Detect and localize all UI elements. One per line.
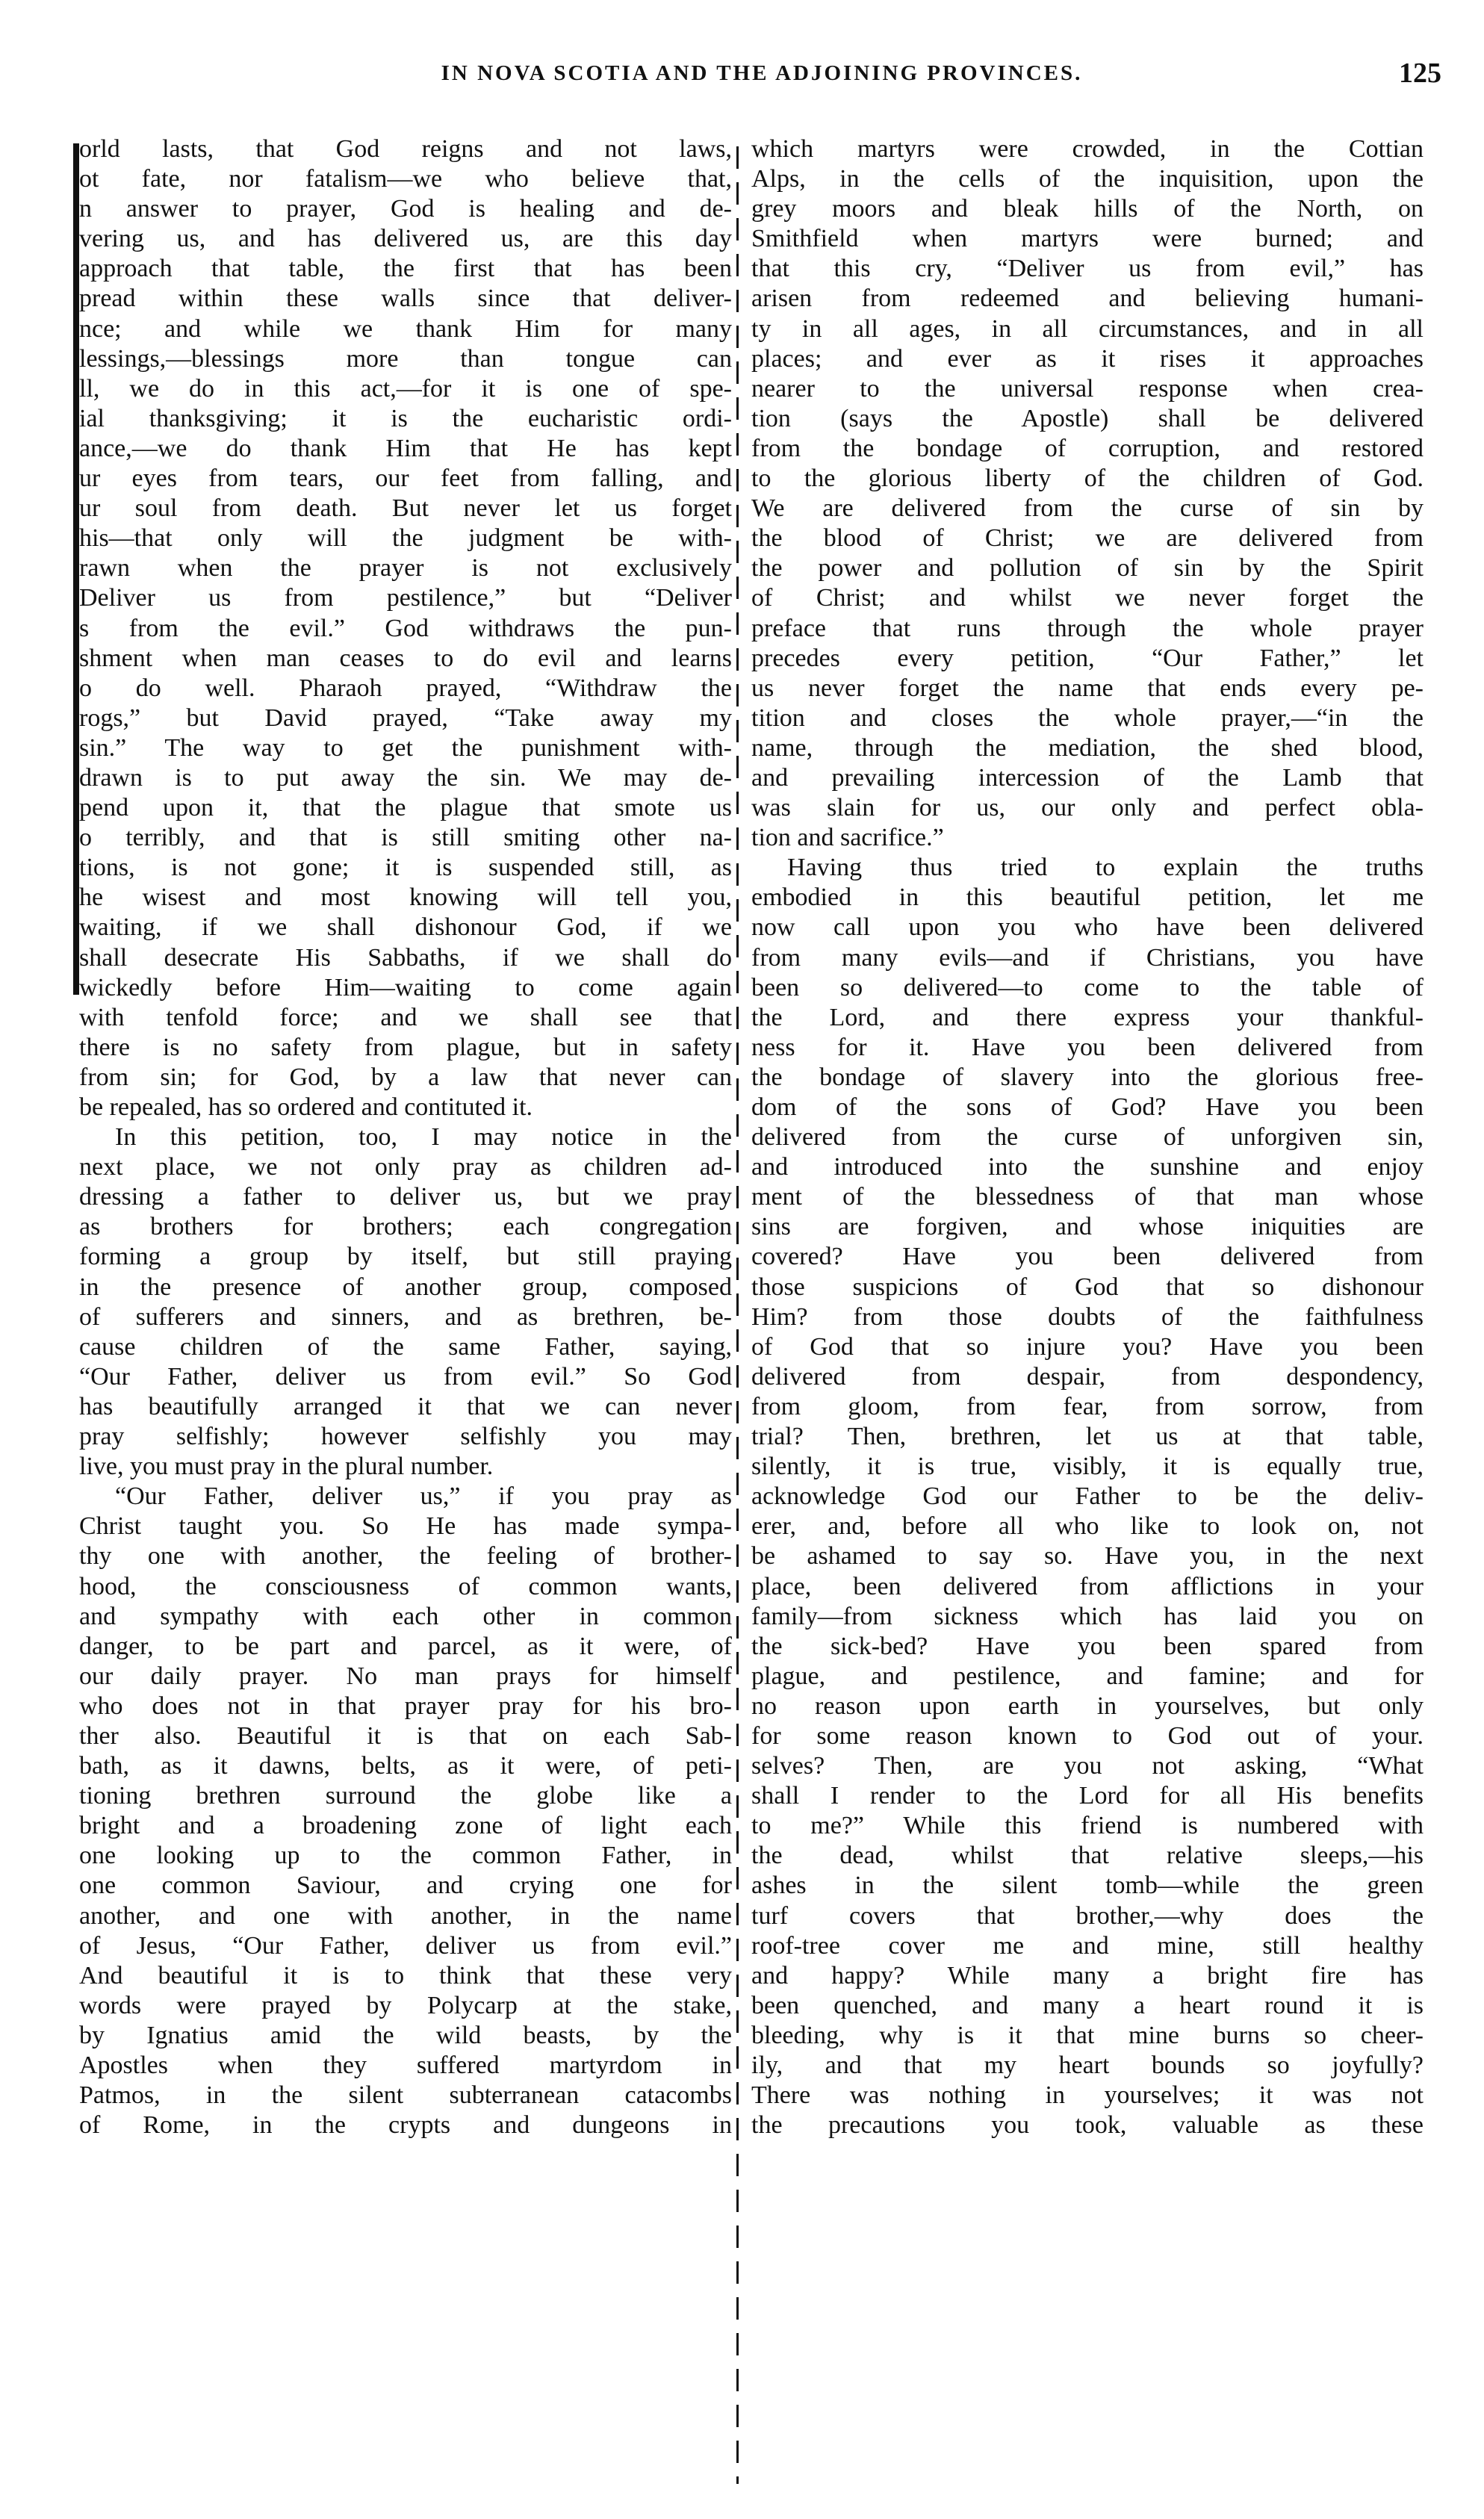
running-title: IN NOVA SCOTIA AND THE ADJOINING PROVINCES. [441,61,1083,85]
text-line: Patmos, in the silent subterranean catacombs [79,2081,732,2110]
text-line: approach that table, the first that has been [79,255,732,283]
text-line: n answer to prayer, God is healing and de- [79,195,732,223]
text-line: by Ignatius amid the wild beasts, by the [79,2021,732,2049]
text-line: live, you must pray in the plural number. [79,1453,494,1481]
text-line: And beautiful it is to think that these very [79,1961,732,1990]
text-line: was slain for us, our only and perfect obla- [751,794,1424,822]
text-line: erer, and, before all who like to look on, not [751,1512,1424,1541]
text-line: the power and pollution of sin by the Spirit [751,554,1424,583]
text-line: preface that runs through the whole prayer [751,614,1424,642]
text-line: “Our Father, deliver us from evil.” So God [79,1362,732,1391]
left-column [79,134,732,2494]
text-line: and happy? While many a bright fire has [751,1961,1424,1990]
text-line: one common Saviour, and crying one for [79,1872,732,1900]
text-line: ur soul from death. But never let us forget [79,494,732,523]
text-line: There was nothing in yourselves; it was not [751,2081,1424,2110]
text-line: nce; and while we thank Him for many [79,314,732,343]
text-line: and sympathy with each other in common [79,1602,732,1630]
text-line: with tenfold force; and we shall see that [79,1003,732,1031]
text-line: from many evils—and if Christians, you have [751,943,1424,972]
text-line: another, and one with another, in the name [79,1901,732,1930]
text-line: lessings,—blessings more than tongue can [79,344,732,373]
text-line: Deliver us from pestilence,” but “Deliver [79,584,732,612]
text-line: Alps, in the cells of the inquisition, upon the [751,165,1424,193]
text-line: ty in all ages, in all circumstances, and in all [751,314,1424,343]
text-line: sins are forgiven, and whose iniquities are [751,1213,1424,1241]
text-line: words were prayed by Polycarp at the stake, [79,1991,732,2019]
text-line: and prevailing intercession of the Lamb that [751,763,1424,792]
text-line: orld lasts, that God reigns and not laws, [79,135,732,163]
text-line: o do well. Pharaoh prayed, “Withdraw the [79,674,732,702]
text-line: dom of the sons of God? Have you been [751,1093,1424,1121]
text-line: rawn when the prayer is not exclusively [79,554,732,583]
text-line: delivered from despair, from despondency, [751,1362,1424,1391]
text-line: vering us, and has delivered us, are this day [79,225,732,253]
text-line: been so delivered—to come to the table of [751,973,1424,1001]
text-line: our daily prayer. No man prays for himself [79,1662,732,1690]
text-line: thy one with another, the feeling of brother- [79,1542,732,1571]
text-line: place, been delivered from afflictions in your [751,1572,1424,1600]
text-line: who does not in that prayer pray for his bro- [79,1692,732,1720]
text-line: from sin; for God, by a law that never can [79,1063,732,1091]
text-line: of Rome, in the crypts and dungeons in [79,2111,732,2140]
text-line: ily, and that my heart bounds so joyfully? [751,2051,1424,2079]
text-line: ness for it. Have you been delivered from [751,1033,1424,1061]
text-line: tions, is not gone; it is suspended still, as [79,854,732,882]
text-line: as brothers for brothers; each congregation [79,1213,732,1241]
text-line: o terribly, and that is still smiting other na- [79,824,732,852]
text-line: waiting, if we shall dishonour God, if we [79,913,732,942]
text-line: silently, it is true, visibly, it is equally true, [751,1453,1424,1481]
text-line: tion and sacrifice.” [751,824,944,852]
text-line: bright and a broadening zone of light each [79,1812,732,1840]
text-line: Christ taught you. So He has made sympa- [79,1512,732,1541]
text-line: of Christ; and whilst we never forget the [751,584,1424,612]
text-line: the blood of Christ; we are delivered from [751,524,1424,553]
text-line: ll, we do in this act,—for it is one of spe- [79,374,732,403]
text-line: tition and closes the whole prayer,—“in the [751,703,1424,732]
text-line: to the glorious liberty of the children of God. [751,465,1424,493]
text-line: shment when man ceases to do evil and learns [79,644,732,672]
text-line: he wisest and most knowing will tell you, [79,883,732,912]
text-line: We are delivered from the curse of sin by [751,494,1424,523]
text-line: family—from sickness which has laid you on [751,1602,1424,1630]
text-line: wickedly before Him—waiting to come again [79,973,732,1001]
text-line: Smithfield when martyrs were burned; and [751,225,1424,253]
text-line: shall desecrate His Sabbaths, if we shall do [79,943,732,972]
text-line: sin.” The way to get the punishment with- [79,733,732,762]
text-line: the dead, whilst that relative sleeps,—his [751,1842,1424,1870]
text-line: name, through the mediation, the shed blood, [751,733,1424,762]
right-column [751,134,1424,2494]
text-line: and introduced into the sunshine and enjoy [751,1153,1424,1181]
page-number: 125 [1399,58,1441,89]
text-line: nearer to the universal response when crea- [751,374,1424,403]
text-line: for some reason known to God out of your. [751,1721,1424,1750]
text-line: his—that only will the judgment be with- [79,524,732,553]
text-line: ashes in the silent tomb—while the green [751,1872,1424,1900]
text-line: embodied in this beautiful petition, let me [751,883,1424,912]
running-head [82,54,1441,106]
text-line: danger, to be part and parcel, as it were, of [79,1632,732,1660]
text-line: the precautions you took, valuable as these [751,2111,1424,2140]
text-line: roof-tree cover me and mine, still healthy [751,1931,1424,1960]
text-line: ial thanksgiving; it is the eucharistic ordi- [79,404,732,432]
text-line: be repealed, has so ordered and contituted it. [79,1093,533,1121]
text-line: from the bondage of corruption, and restored [751,434,1424,462]
text-line: that this cry, “Deliver us from evil,” has [751,255,1424,283]
text-line: Having thus tried to explain the truths [787,854,1424,882]
text-line: hood, the consciousness of common wants, [79,1572,732,1600]
text-line: no reason upon earth in yourselves, but only [751,1692,1424,1720]
text-line: delivered from the curse of unforgiven sin, [751,1123,1424,1152]
text-line: trial? Then, brethren, let us at that table, [751,1423,1424,1451]
text-line: rogs,” but David prayed, “Take away my [79,703,732,732]
text-line: forming a group by itself, but still praying [79,1243,732,1271]
column-rule [736,146,739,2484]
text-line: pend upon it, that the plague that smote us [79,794,732,822]
text-line: cause children of the same Father, saying, [79,1332,732,1361]
text-line: one looking up to the common Father, in [79,1842,732,1870]
text-line: us never forget the name that ends every pe- [751,674,1424,702]
text-line: ur eyes from tears, our feet from falling, and [79,465,732,493]
text-line: In this petition, too, I may notice in the [115,1123,732,1152]
text-line: places; and ever as it rises it approaches [751,344,1424,373]
text-line: there is no safety from plague, but in safety [79,1033,732,1061]
text-line: be ashamed to say so. Have you, in the next [751,1542,1424,1571]
text-line: has beautifully arranged it that we can never [79,1392,732,1420]
scan-edge-shadow [73,143,79,995]
text-line: the Lord, and there express your thankful- [751,1003,1424,1031]
text-line: shall I render to the Lord for all His benefits [751,1782,1424,1810]
text-line: dressing a father to deliver us, but we pray [79,1183,732,1211]
text-line: pread within these walls since that deliver- [79,285,732,313]
text-line: ot fate, nor fatalism—we who believe that, [79,165,732,193]
text-line: from gloom, from fear, from sorrow, from [751,1392,1424,1420]
text-line: next place, we not only pray as children ad- [79,1153,732,1181]
text-line: covered? Have you been delivered from [751,1243,1424,1271]
text-line: pray selfishly; however selfishly you may [79,1423,732,1451]
text-line: Him? from those doubts of the faithfulness [751,1302,1424,1331]
text-line: ment of the blessedness of that man whose [751,1183,1424,1211]
text-line: of God that so injure you? Have you been [751,1332,1424,1361]
text-line: grey moors and bleak hills of the North, on [751,195,1424,223]
text-line: tioning brethren surround the globe like a [79,1782,732,1810]
text-line: Apostles when they suffered martyrdom in [79,2051,732,2079]
text-line: ther also. Beautiful it is that on each Sab- [79,1721,732,1750]
text-line: bath, as it dawns, belts, as it were, of peti- [79,1752,732,1780]
text-line: in the presence of another group, composed [79,1273,732,1301]
text-line: plague, and pestilence, and famine; and for [751,1662,1424,1690]
text-line: the sick-bed? Have you been spared from [751,1632,1424,1660]
text-line: now call upon you who have been delivered [751,913,1424,942]
text-line: to me?” While this friend is numbered with [751,1812,1424,1840]
text-line: which martyrs were crowded, in the Cottian [751,135,1424,163]
text-line: turf covers that brother,—why does the [751,1901,1424,1930]
text-line: of sufferers and sinners, and as brethren, be- [79,1302,732,1331]
text-line: s from the evil.” God withdraws the pun- [79,614,732,642]
text-line: precedes every petition, “Our Father,” let [751,644,1424,672]
text-line: been quenched, and many a heart round it is [751,1991,1424,2019]
text-line: of Jesus, “Our Father, deliver us from evil.” [79,1931,732,1960]
text-line: ance,—we do thank Him that He has kept [79,434,732,462]
text-line: tion (says the Apostle) shall be delivered [751,404,1424,432]
text-line: “Our Father, deliver us,” if you pray as [115,1482,732,1511]
text-line: arisen from redeemed and believing humani- [751,285,1424,313]
text-line: drawn is to put away the sin. We may de- [79,763,732,792]
text-line: those suspicions of God that so dishonour [751,1273,1424,1301]
text-line: the bondage of slavery into the glorious free- [751,1063,1424,1091]
text-line: selves? Then, are you not asking, “What [751,1752,1424,1780]
text-line: bleeding, why is it that mine burns so cheer- [751,2021,1424,2049]
text-line: acknowledge God our Father to be the deliv- [751,1482,1424,1511]
